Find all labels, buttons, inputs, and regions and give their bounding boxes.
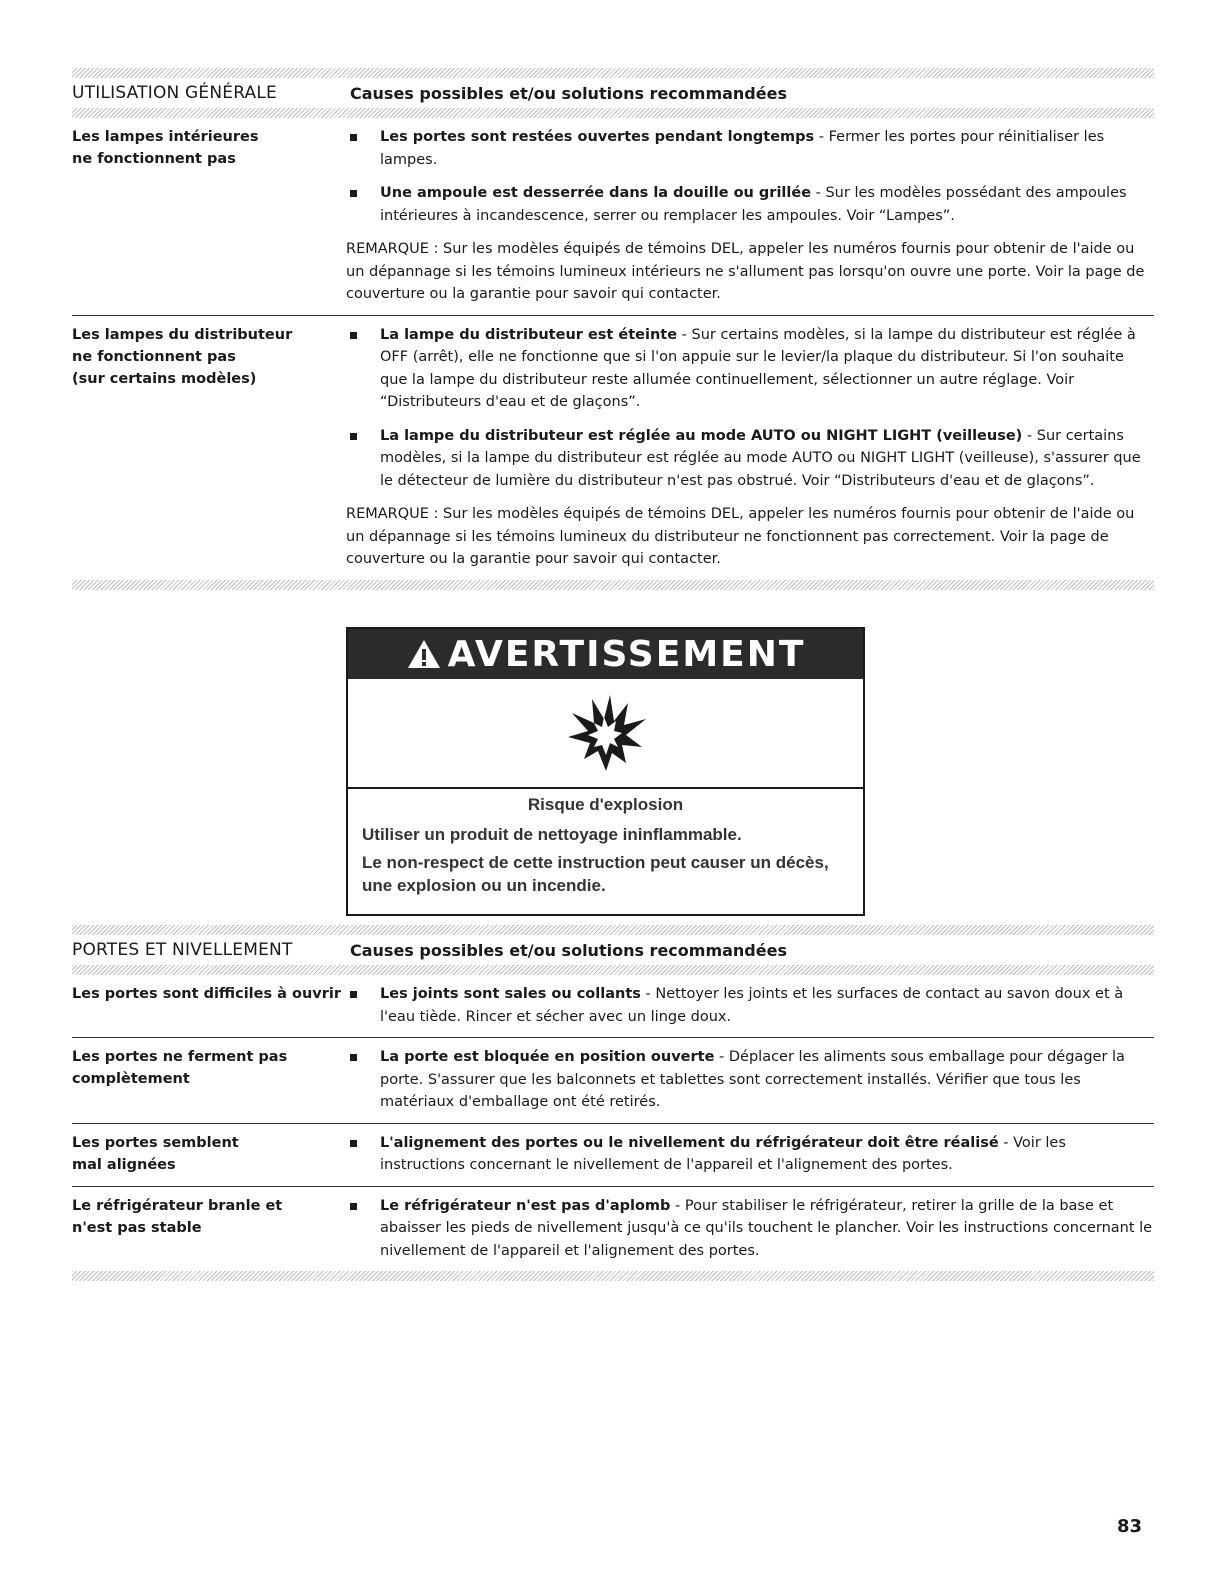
cause-text: Les joints sont sales ou collants [380,986,641,1002]
problem-label: Les portes sont difficiles à ouvrir [72,986,341,1002]
cause-text: La lampe du distributeur est éteinte [380,326,678,343]
table-row [72,1037,1154,1123]
solution-cell [346,1195,1154,1263]
hatch-divider [72,108,1154,118]
warning-box [346,627,865,916]
cause-text: Les portes sont restées ouvertes pendant longtemps [380,129,815,145]
section-doors-leveling [72,925,1154,1281]
warning-triangle-icon [406,638,442,670]
note-heading: REMARQUE : [346,506,439,522]
table-row [72,975,1154,1037]
hatch-divider [72,925,1154,935]
list-item [346,1195,1154,1263]
note [346,503,1154,571]
hatch-divider [72,68,1154,78]
solution-cell [346,1132,1154,1177]
page-number: 83 [1116,1516,1142,1537]
problem-label: Les lampes intérieures ne fonctionnent pas [72,129,259,167]
cause-text: La porte est bloquée en position ouverte [380,1049,715,1065]
solution-cell [346,1046,1154,1114]
problem-label: Les portes ne ferment pas complètement [72,1049,288,1087]
column-title: Causes possibles et/ou solutions recommandées [350,83,787,103]
solution-text: - Fermer les portes pour réinitialiser les lampes. [380,129,1105,168]
warning-body [348,789,863,897]
bullet-icon [350,190,357,197]
bullet-icon [350,332,357,339]
solution-text: - Sur certains modèles, si la lampe du distributeur est réglée au mode AUTO ou NIGHT LIGHT (veilleuse), s'assurer que le détecteur de lumière du distributeur n'est pas obstrué. Voir “Distributeurs d'eau et de glaçons”. [380,427,1141,489]
solution-text: - Voir les instructions concernant le nivellement de l'appareil et l'alignement des portes. [380,1134,1066,1173]
section-title: UTILISATION GÉNÉRALE [72,83,277,103]
table-row [72,1186,1154,1272]
explosion-icon [564,693,648,773]
problem-label: Les lampes du distributeur ne fonctionnent pas (sur certains modèles) [72,326,293,387]
section-title: PORTES ET NIVELLEMENT [72,940,293,960]
list-item [346,1132,1154,1177]
solution-text: - Nettoyer les joints et les surfaces de contact au savon doux et à l'eau tiède. Rincer et sécher avec un linge doux. [380,986,1124,1025]
cause-text: Une ampoule est desserrée dans la douille ou grillée [380,185,812,201]
bullet-icon [350,1203,357,1210]
note-heading: REMARQUE : [346,241,439,257]
bullet-icon [350,991,357,998]
section-header [72,935,1154,965]
cause-text: Le réfrigérateur n'est pas d'aplomb [380,1197,671,1214]
warning-risk: Risque d'explosion [527,795,684,814]
note-text: Sur les modèles équipés de témoins DEL, appeler les numéros fournis pour obtenir de l'aide ou un dépannage si les témoins lumineux du distributeur ne fonctionnent pas correctement. Voir la page de couverture ou la garantie pour savoir qui contacter. [346,506,1135,567]
solution-cell [346,324,1154,571]
warning-header [348,629,863,679]
hatch-divider [72,965,1154,975]
section-general-use [72,68,1154,590]
table-row [72,315,1154,580]
solution-text: - Pour stabiliser le réfrigérateur, retirer la grille de la base et abaisser les pieds de nivellement jusqu'à ce qu'ils touchent le plancher. Voir les instructions concernant le nivellement de l'appareil et l'alignement des portes. [380,1197,1153,1259]
list-item [346,182,1154,227]
bullet-icon [350,1054,357,1061]
warning-consequence: Le non-respect de cette instruction peut causer un décès, une explosion ou un incendie. [362,853,829,895]
list-item [346,1046,1154,1114]
solution-cell [346,983,1154,1028]
note-text: Sur les modèles équipés de témoins DEL, appeler les numéros fournis pour obtenir de l'aide ou un dépannage si les témoins lumineux intérieurs ne s'allument pas lorsqu'on ouvre une porte. Voir la page de couverture ou la garantie pour savoir qui contacter. [346,241,1145,302]
hatch-divider [72,580,1154,590]
warning-title: AVERTISSEMENT [447,633,806,675]
problem-label: Le réfrigérateur branle et n'est pas stable [72,1197,283,1236]
bullet-icon [350,1140,357,1147]
hatch-divider [72,1271,1154,1281]
column-title: Causes possibles et/ou solutions recommandées [350,940,787,960]
list-item [346,324,1154,414]
list-item [346,983,1154,1028]
list-item [346,425,1154,493]
bullet-icon [350,433,357,440]
cause-text: L'alignement des portes ou le nivellement du réfrigérateur doit être réalisé [380,1134,999,1151]
warning-instruction: Utiliser un produit de nettoyage ininflammable. [362,825,742,844]
bullet-icon [350,134,357,141]
cause-text: La lampe du distributeur est réglée au mode AUTO ou NIGHT LIGHT (veilleuse) [380,427,1023,444]
solution-text: - Déplacer les aliments sous emballage pour dégager la porte. S'assurer que les balconnets et tablettes sont correctement installés. Vérifier que tous les matériaux d'emballage ont été retirés. [380,1049,1125,1110]
note [346,238,1154,306]
section-header [72,78,1154,108]
table-row [72,1123,1154,1186]
warning-pictogram [348,679,863,789]
solution-cell [346,126,1154,306]
solution-text: - Sur les modèles possédant des ampoules intérieures à incandescence, serrer ou remplacer les ampoules. Voir “Lampes”. [380,185,1127,224]
problem-label: Les portes semblent mal alignées [72,1134,239,1173]
solution-text: - Sur certains modèles, si la lampe du distributeur est réglée à OFF (arrêt), elle ne fonctionne que si l'on appuie sur le levier/la plaque du distributeur. Si l'on souhaite que la lampe du distributeur reste allumée continuellement, sélectionner un autre réglage. Voir “Distributeurs d'eau et de glaçons”. [380,326,1136,410]
table-row [72,118,1154,315]
list-item [346,126,1154,171]
